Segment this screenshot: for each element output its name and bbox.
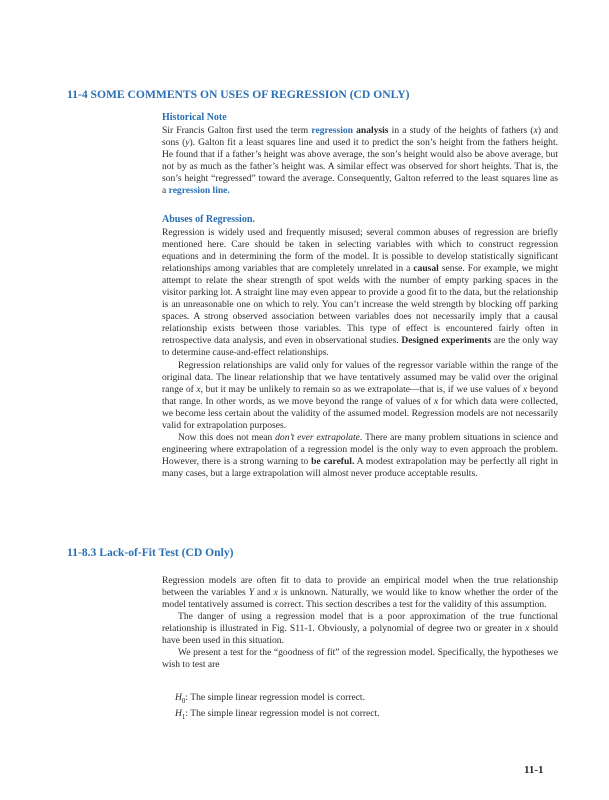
lack-of-fit-paragraph-1: Regression models are often fit to data to provide an empirical model when the true relationship between the variables Y and x is unknown. Naturally, we would like to know whether the order of the model tentatively assumed is correct. This section describes a test for the validity of this assumption. [162,575,559,611]
lack-of-fit-paragraph-2: The danger of using a regression model that is a poor approximation of the true functional relationship is illustrated in Fig. S11-1. Obviously, a polynomial of degree two or greater in x should have been used in this situation. [162,611,558,647]
abuses-heading: Abuses of Regression. [162,214,255,225]
abuses-body [162,227,558,480]
lack-of-fit-body [162,575,558,671]
section-title-11-8-3: 11-8.3 Lack-of-Fit Test (CD Only) [67,546,234,559]
section-title-11-4: 11-4 SOME COMMENTS ON USES OF REGRESSION (CD ONLY) [67,88,410,101]
historical-note-paragraph: Sir Francis Galton first used the term regression analysis in a study of the heights of fathers (x) and sons (y). Galton fit a least squares line and used it to predict the son’s height from the fathers height. He found that if a father’s height was above average, the son’s height would also be above average, but not by as much as the father’s height was. A similar effect was observed for short heights. That is, the son’s height “regressed” toward the average. Consequently, Galton referred to the least squares line as a regression line. [162,125,558,197]
hypothesis-h1: $H_1$: The simple linear regression model is not correct. [175,708,380,721]
historical-note-heading: Historical Note [162,112,227,123]
abuses-paragraph-3: Now this does not mean don’t ever extrapolate. There are many problem situations in science and engineering where extrapolation of a regression model is the only way to even approach the problem. However, there is a strong warning to be careful. A modest extrapolation may be perfectly all right in many cases, but a large extrapolation will almost never produce acceptable results. [162,431,559,479]
hypothesis-h0: $H_0$: The simple linear regression model is correct. [175,692,365,705]
abuses-paragraph-2: Regression relationships are valid only for values of the regressor variable within the range of the original data. The linear relationship that we have tentatively assumed may be valid over the original range of x, but it may be unlikely to remain so as we extrapolate—that is, if we use values of x beyond that range. In other words, as we move beyond the range of values of x for which data were collected, we become less certain about the validity of the assumed model. Regression models are not necessarily valid for extrapolation purposes. [162,359,558,431]
lack-of-fit-paragraph-3: We present a test for the “goodness of fit” of the regression model. Specifically, the hypotheses we wish to test are [162,647,558,671]
page-number: 11-1 [524,764,544,776]
abuses-paragraph-1: Regression is widely used and frequently misused; several common abuses of regression are briefly mentioned here. Care should be taken in selecting variables with which to construct regression equations and in determining the form of the model. It is possible to develop statistically significant relationships among variables that are completely unrelated in a causal sense. For example, we might attempt to relate the shear strength of spot welds with the number of empty parking spaces in the visitor parking lot. A straight line may even appear to provide a good fit to the data, but the relationship is an unreasonable one on which to rely. You can’t increase the weld strength by blocking off parking spaces. A strong observed association between variables does not necessarily imply that a causal relationship exists between those variables. This type of effect is encountered fairly often in retrospective data analysis, and even in observational studies. Designed experiments are the only way to determine cause-and-effect relationships. [162,227,558,359]
